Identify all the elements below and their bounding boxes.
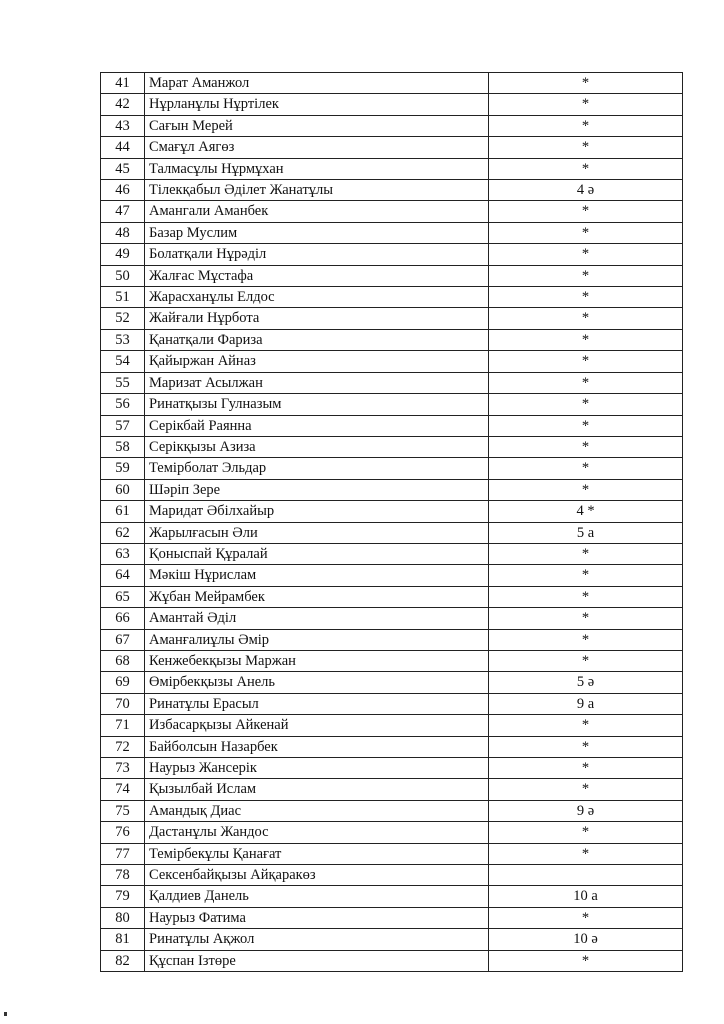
table-row — [101, 372, 683, 393]
student-mark — [489, 865, 683, 886]
row-number: 51 — [101, 287, 145, 308]
student-name: Кенжебекқызы Маржан — [145, 650, 489, 671]
row-number: 75 — [101, 800, 145, 821]
student-name: Жайғали Нұрбота — [145, 308, 489, 329]
student-mark: * — [489, 265, 683, 286]
row-number: 76 — [101, 822, 145, 843]
student-name: Смағұл Аягөз — [145, 137, 489, 158]
student-name: Дастанұлы Жандос — [145, 822, 489, 843]
row-number: 50 — [101, 265, 145, 286]
student-name: Ринатұлы Ақжол — [145, 929, 489, 950]
student-mark: * — [489, 73, 683, 94]
table-row — [101, 265, 683, 286]
student-mark: * — [489, 436, 683, 457]
table-row — [101, 522, 683, 543]
table-row — [101, 886, 683, 907]
row-number: 43 — [101, 115, 145, 136]
student-name: Болатқали Нұрәділ — [145, 244, 489, 265]
row-number: 81 — [101, 929, 145, 950]
table-row — [101, 351, 683, 372]
table-row — [101, 94, 683, 115]
student-mark: * — [489, 650, 683, 671]
student-name: Избасарқызы Айкенай — [145, 715, 489, 736]
row-number: 80 — [101, 907, 145, 928]
table-row — [101, 436, 683, 457]
student-name: Қайыржан Айназ — [145, 351, 489, 372]
student-name: Аманғалиұлы Әмір — [145, 629, 489, 650]
student-name: Қалдиев Данель — [145, 886, 489, 907]
student-name: Талмасұлы Нұрмұхан — [145, 158, 489, 179]
table-row — [101, 779, 683, 800]
student-mark: * — [489, 608, 683, 629]
row-number: 63 — [101, 543, 145, 564]
student-table — [100, 72, 683, 972]
table-row — [101, 222, 683, 243]
student-mark: * — [489, 415, 683, 436]
row-number: 60 — [101, 479, 145, 500]
student-name: Серікбай Раянна — [145, 415, 489, 436]
student-mark: * — [489, 329, 683, 350]
table-row — [101, 608, 683, 629]
table-row — [101, 758, 683, 779]
student-name: Марат Аманжол — [145, 73, 489, 94]
table-row — [101, 907, 683, 928]
row-number: 45 — [101, 158, 145, 179]
row-number: 73 — [101, 758, 145, 779]
row-number: 53 — [101, 329, 145, 350]
row-number: 55 — [101, 372, 145, 393]
scan-speck — [4, 1012, 7, 1016]
table-row — [101, 394, 683, 415]
table-row — [101, 693, 683, 714]
table-row — [101, 629, 683, 650]
student-name: Сағын Мерей — [145, 115, 489, 136]
row-number: 41 — [101, 73, 145, 94]
row-number: 54 — [101, 351, 145, 372]
student-name: Наурыз Фатима — [145, 907, 489, 928]
student-mark: * — [489, 244, 683, 265]
student-name: Қоныспай Құралай — [145, 543, 489, 564]
student-name: Амангали Аманбек — [145, 201, 489, 222]
student-mark: 9 ә — [489, 800, 683, 821]
table-row — [101, 73, 683, 94]
student-mark: * — [489, 950, 683, 971]
student-mark: * — [489, 351, 683, 372]
table-row — [101, 800, 683, 821]
student-mark: 5 а — [489, 522, 683, 543]
student-mark: 10 а — [489, 886, 683, 907]
student-mark: * — [489, 543, 683, 564]
student-name: Нұрланұлы Нұртілек — [145, 94, 489, 115]
student-mark: * — [489, 137, 683, 158]
student-mark: * — [489, 308, 683, 329]
student-mark: * — [489, 115, 683, 136]
table-row — [101, 672, 683, 693]
student-mark: 5 ә — [489, 672, 683, 693]
row-number: 42 — [101, 94, 145, 115]
row-number: 65 — [101, 586, 145, 607]
student-name: Ринатқызы Гулназым — [145, 394, 489, 415]
student-name: Құспан Ізтөре — [145, 950, 489, 971]
table-row — [101, 822, 683, 843]
table-row — [101, 458, 683, 479]
student-mark: * — [489, 736, 683, 757]
row-number: 62 — [101, 522, 145, 543]
student-table-body — [101, 73, 683, 972]
student-mark: * — [489, 94, 683, 115]
student-name: Шәріп Зере — [145, 479, 489, 500]
student-mark: * — [489, 586, 683, 607]
student-name: Базар Муслим — [145, 222, 489, 243]
table-row — [101, 736, 683, 757]
student-name: Қанатқали Фариза — [145, 329, 489, 350]
table-row — [101, 650, 683, 671]
row-number: 82 — [101, 950, 145, 971]
row-number: 59 — [101, 458, 145, 479]
table-row — [101, 929, 683, 950]
row-number: 52 — [101, 308, 145, 329]
student-name: Наурыз Жансерік — [145, 758, 489, 779]
table-row — [101, 115, 683, 136]
row-number: 70 — [101, 693, 145, 714]
row-number: 72 — [101, 736, 145, 757]
student-name: Амандық Диас — [145, 800, 489, 821]
row-number: 68 — [101, 650, 145, 671]
table-row — [101, 137, 683, 158]
student-mark: * — [489, 372, 683, 393]
table-row — [101, 715, 683, 736]
student-name: Ринатұлы Ерасыл — [145, 693, 489, 714]
student-name: Жұбан Мейрамбек — [145, 586, 489, 607]
student-mark: * — [489, 907, 683, 928]
student-mark: 4 ә — [489, 180, 683, 201]
row-number: 66 — [101, 608, 145, 629]
student-mark: * — [489, 629, 683, 650]
row-number: 79 — [101, 886, 145, 907]
row-number: 77 — [101, 843, 145, 864]
table-row — [101, 865, 683, 886]
student-mark: * — [489, 201, 683, 222]
student-name: Жарасханұлы Елдос — [145, 287, 489, 308]
student-mark: * — [489, 287, 683, 308]
row-number: 44 — [101, 137, 145, 158]
row-number: 57 — [101, 415, 145, 436]
row-number: 71 — [101, 715, 145, 736]
student-name: Байболсын Назарбек — [145, 736, 489, 757]
table-row — [101, 586, 683, 607]
student-mark: * — [489, 158, 683, 179]
row-number: 58 — [101, 436, 145, 457]
student-name: Темірбекұлы Қанағат — [145, 843, 489, 864]
row-number: 67 — [101, 629, 145, 650]
student-mark: * — [489, 758, 683, 779]
student-name: Маризат Асылжан — [145, 372, 489, 393]
student-mark: * — [489, 394, 683, 415]
table-row — [101, 287, 683, 308]
student-name: Сексенбайқызы Айқаракөз — [145, 865, 489, 886]
row-number: 61 — [101, 501, 145, 522]
student-name: Маридат Әбілхайыр — [145, 501, 489, 522]
student-mark: 10 ә — [489, 929, 683, 950]
student-mark: * — [489, 715, 683, 736]
student-name: Жалғас Мұстафа — [145, 265, 489, 286]
table-row — [101, 158, 683, 179]
student-mark: * — [489, 843, 683, 864]
student-name: Тілекқабыл Әділет Жанатұлы — [145, 180, 489, 201]
student-mark: 9 а — [489, 693, 683, 714]
student-name: Өмірбекқызы Анель — [145, 672, 489, 693]
student-mark: * — [489, 222, 683, 243]
student-mark: * — [489, 479, 683, 500]
table-row — [101, 543, 683, 564]
student-mark: * — [489, 458, 683, 479]
table-row — [101, 244, 683, 265]
table-row — [101, 501, 683, 522]
student-mark: * — [489, 565, 683, 586]
student-name: Серікқызы Азиза — [145, 436, 489, 457]
table-row — [101, 950, 683, 971]
table-row — [101, 308, 683, 329]
row-number: 69 — [101, 672, 145, 693]
table-row — [101, 180, 683, 201]
student-mark: * — [489, 822, 683, 843]
table-row — [101, 201, 683, 222]
table-row — [101, 329, 683, 350]
row-number: 64 — [101, 565, 145, 586]
table-row — [101, 843, 683, 864]
row-number: 48 — [101, 222, 145, 243]
student-name: Қызылбай Ислам — [145, 779, 489, 800]
student-name: Мәкіш Нұрислам — [145, 565, 489, 586]
student-name: Темірболат Эльдар — [145, 458, 489, 479]
row-number: 56 — [101, 394, 145, 415]
row-number: 49 — [101, 244, 145, 265]
row-number: 46 — [101, 180, 145, 201]
table-row — [101, 479, 683, 500]
row-number: 74 — [101, 779, 145, 800]
table-row — [101, 415, 683, 436]
student-name: Жарылғасын Әли — [145, 522, 489, 543]
row-number: 78 — [101, 865, 145, 886]
student-mark: * — [489, 779, 683, 800]
row-number: 47 — [101, 201, 145, 222]
student-name: Амантай Әділ — [145, 608, 489, 629]
student-mark: 4 * — [489, 501, 683, 522]
table-row — [101, 565, 683, 586]
